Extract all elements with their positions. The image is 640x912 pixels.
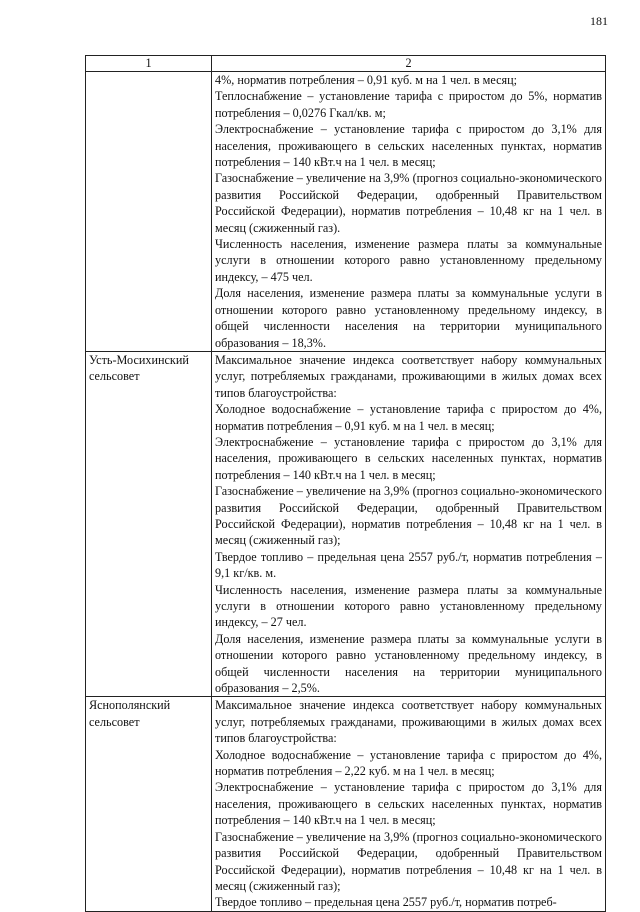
municipality-table (85, 55, 606, 912)
paragraph: Газоснабжение – увеличение на 3,9% (прогноз социально-экономического развития Российской Федерации, одобренный Правительством Российской Федерации), норматив потребления – 10,48 кг на 1 чел. в месяц (сжиженный газ); (215, 829, 602, 893)
table-row (86, 351, 606, 697)
paragraph: Доля населения, изменение размера платы за коммунальные услуги в отношении которого равно установленному предельному индексу, в общей численности населения на территории муниципального образования – 2,5%. (215, 631, 602, 696)
municipality-name: Усть-Мосихинский сельсовет (86, 351, 212, 697)
paragraph: 4%, норматив потребления – 0,91 куб. м на 1 чел. в месяц; (215, 73, 517, 87)
table-row (86, 72, 606, 352)
paragraph: Твердое топливо – предельная цена 2557 руб./т, норматив потреб- (215, 895, 557, 910)
paragraph: Максимальное значение индекса соответствует набору коммунальных услуг, потребляемых гражданами, проживающими в жилых домах всех типов благоустройства: (215, 352, 602, 400)
paragraph: Твердое топливо – предельная цена 2557 руб./т, норматив потребления – 9,1 кг/кв. м. (215, 549, 602, 581)
paragraph: Электроснабжение – установление тарифа с приростом до 3,1% для населения, проживающего в сельских населенных пунктах, норматив потребления – 140 кВт.ч на 1 чел. в месяц; (215, 780, 602, 828)
table-header-row (86, 56, 606, 72)
municipality-name: Яснополянский сельсовет (86, 697, 212, 911)
municipality-name (86, 72, 212, 352)
description-cell (212, 72, 606, 352)
paragraph: Газоснабжение – увеличение на 3,9% (прогноз социально-экономического развития Российской Федерации, одобренный Правительством Российской Федерации), норматив потребления – 10,48 кг на 1 чел. в месяц (сжиженный газ); (215, 484, 602, 548)
paragraph: Газоснабжение – увеличение на 3,9% (прогноз социально-экономического развития Российской Федерации, одобренный Правительством Российской Федерации), норматив потребления – 10,48 кг на 1 чел. в месяц (сжиженный газ). (215, 171, 602, 235)
table-row (86, 697, 606, 911)
paragraph: Численность населения, изменение размера платы за коммунальные услуги в отношении которого равно установленному предельному индексу, – 475 чел. (215, 237, 602, 284)
description-cell (212, 351, 606, 697)
paragraph: Теплоснабжение – установление тарифа с приростом до 5%, норматив потребления – 0,0276 Гкал/кв. м; (215, 89, 602, 120)
header-col-1: 1 (86, 56, 212, 72)
page-number: 181 (590, 14, 608, 28)
description-cell (212, 697, 606, 911)
paragraph: Холодное водоснабжение – установление тарифа с приростом до 4%, норматив потребления – 2,22 куб. м на 1 чел. в месяц; (215, 747, 602, 779)
header-col-2: 2 (212, 56, 606, 72)
paragraph: Электроснабжение – установление тарифа с приростом до 3,1% для населения, проживающего в сельских населенных пунктах, норматив потребления – 140 кВт.ч на 1 чел. в месяц; (215, 122, 602, 170)
paragraph: Холодное водоснабжение – установление тарифа с приростом до 4%, норматив потребления – 0,91 куб. м на 1 чел. в месяц; (215, 402, 602, 433)
paragraph: Доля населения, изменение размера платы за коммунальные услуги в отношении которого равно установленному предельному индексу, в общей численности населения на территории муниципального образования – 18,3%. (215, 286, 602, 350)
paragraph: Электроснабжение – установление тарифа с приростом до 3,1% для населения, проживающего в сельских населенных пунктах, норматив потребления – 140 кВт.ч на 1 чел. в месяц; (215, 434, 602, 482)
paragraph: Максимальное значение индекса соответствует набору коммунальных услуг, потребляемых гражданами, проживающими в жилых домах всех типов благоустройства: (215, 698, 602, 746)
paragraph: Численность населения, изменение размера платы за коммунальные услуги в отношении которого равно установленному предельному индексу, – 27 чел. (215, 582, 602, 630)
